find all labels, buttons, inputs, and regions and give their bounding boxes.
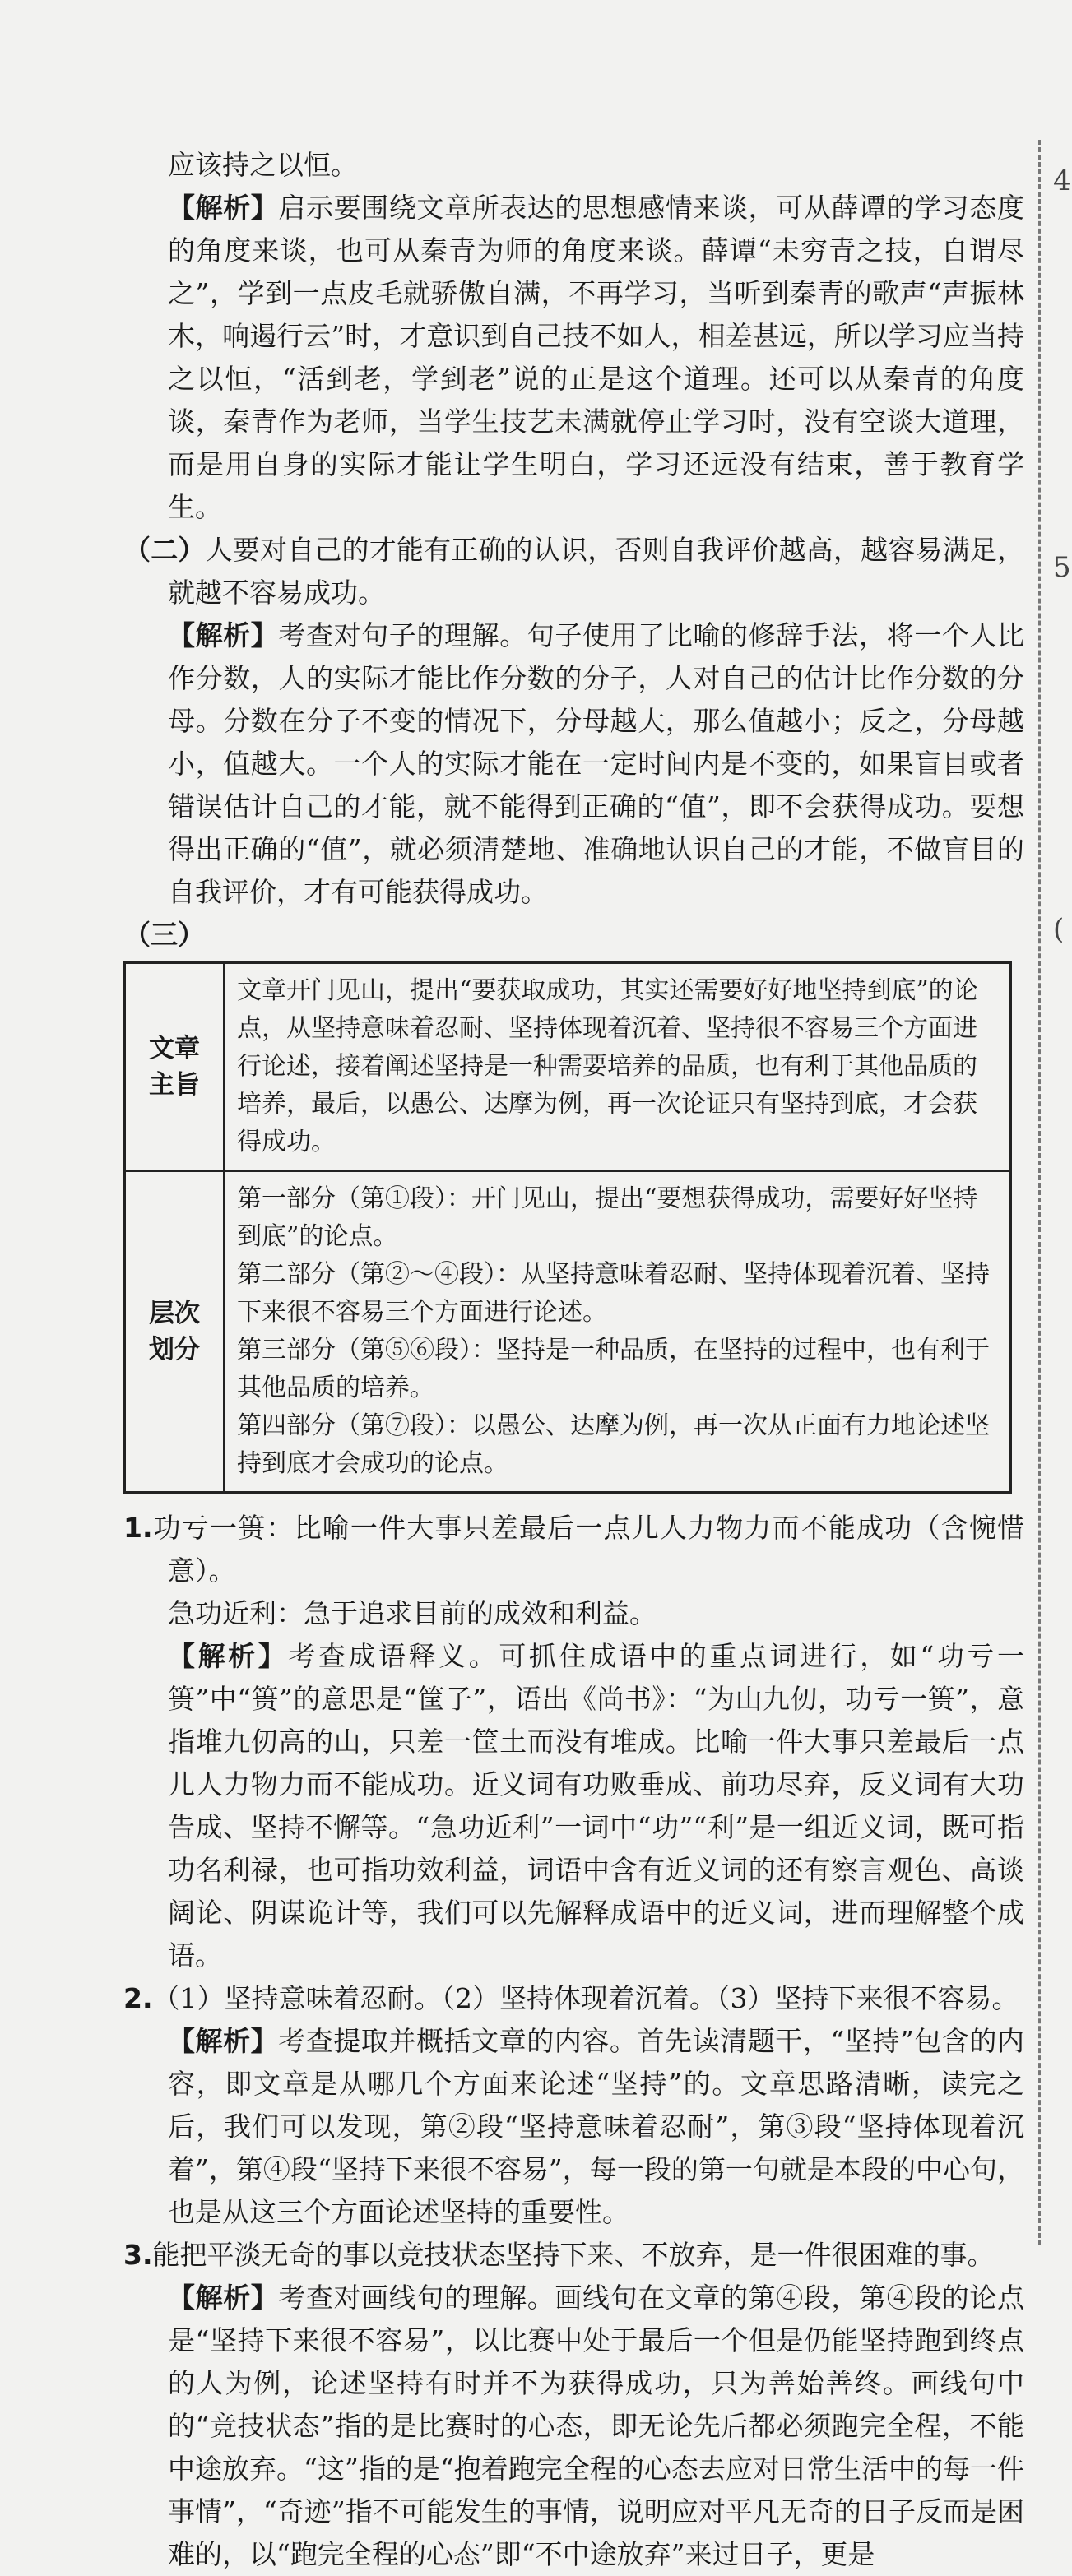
table-cell-theme: 文章开门见山，提出“要获取成功，其实还需要好好地坚持到底”的论点，从坚持意味着忍耐、坚持体现着沉着、坚持很不容易三个方面进行论述，接着阐述坚持是一种需要培养的品质，也有利于其他品质的培养，最后，以愚公、达摩为例，再一次论证只有坚持到底，才会获得成功。 [225, 963, 1011, 1171]
cut-line [1038, 140, 1041, 2245]
analysis-tag: 【解析】 [168, 619, 279, 651]
question-number: 2. [123, 1982, 153, 2014]
question-2-analysis: 【解析】考查提取并概括文章的内容。首先读清题干，“坚持”包含的内容，即文章是从哪几个方面来论述“坚持”的。文章思路清晰，读完之后，我们可以发现，第②段“坚持意味着忍耐”，第③段“坚持体现着沉着”，第④段“坚持下来很不容易”，每一段的第一句就是本段的中心句，也是从这三个方面论述坚持的重要性。 [168, 2025, 1024, 2228]
question-3-answer: 3.能把平淡无奇的事以竞技状态坚持下来、不放弃，是一件很困难的事。 [123, 2239, 995, 2271]
question-1-answer-2: 急功近利：急于追求目前的成效和利益。 [168, 1597, 657, 1629]
question-1-analysis: 【解析】考查成语释义。可抓住成语中的重点词进行，如“功亏一篑”中“篑”的意思是“筐子”，语出《尚书》：“为山九仞，功亏一篑”，意指堆九仞高的山，只差一筐土而没有堆成。比喻一件大事只差最后一点儿人力物力而不能成功。近义词有功败垂成、前功尽弃，反义词有大功告成、坚持不懈等。“急功近利”一词中“功”“利”是一组近义词，既可指功名利禄，也可指功效利益，词语中含有近义词的还有察言观色、高谈阔论、阴谋诡计等，我们可以先解释成语中的近义词，进而理解整个成语。 [168, 1640, 1025, 1971]
analysis-tag: 【解析】 [168, 2025, 279, 2057]
summary-table [123, 961, 1012, 1494]
question-2-answer: 2.（1）坚持意味着忍耐。（2）坚持体现着沉着。（3）坚持下来很不容易。 [123, 1982, 1019, 2014]
question-number: 3. [123, 2239, 153, 2271]
analysis-tag: 【解析】 [168, 1640, 289, 1672]
edge-fragment: 4 [1053, 164, 1071, 197]
table-row [125, 1171, 1011, 1493]
structure-part: 第三部分（第⑤⑥段）：坚持是一种品质，在坚持的过程中，也有利于其他品质的培养。 [237, 1336, 990, 1402]
edge-fragment: ( [1053, 913, 1065, 946]
analysis-paragraph [123, 187, 1024, 529]
section-2-analysis-text: 考查对句子的理解。句子使用了比喻的修辞手法，将一个人比作分数，人的实际才能比作分数的分子，人对自己的估计比作分数的分母。分数在分子不变的情况下，分母越大，那么值越小；反之，分母越小，值越大。一个人的实际才能在一定时间内是不变的，如果盲目或者错误估计自己的才能，就不能得到正确的“值”，即不会获得成功。要想得出正确的“值”，就必须清楚地、准确地认识自己的才能，不做盲目的自我评价，才有可能获得成功。 [168, 619, 1025, 908]
section-3-label: （三） [123, 919, 205, 951]
section-2-answer [123, 529, 1024, 614]
answer-content [123, 144, 1024, 2576]
table-cell-structure [225, 1171, 1011, 1493]
structure-part: 第二部分（第②～④段）：从坚持意味着忍耐、坚持体现着沉着、坚持下来很不容易三个方面进行论述。 [237, 1260, 990, 1327]
section-2-analysis [123, 614, 1024, 914]
table-row [125, 963, 1011, 1171]
analysis-tag: 【解析】 [168, 2282, 279, 2314]
structure-part: 第四部分（第⑦段）：以愚公、达摩为例，再一次从正面有力地论述坚持到底才会成功的论点。 [237, 1411, 990, 1478]
question-1-answer: 1.功亏一篑：比喻一件大事只差最后一点儿人力物力而不能成功（含惋惜意）。 [123, 1512, 1024, 1587]
question-number: 1. [123, 1512, 153, 1544]
analysis-text: 启示要围绕文章所表达的思想感情来谈，可从薛谭的学习态度的角度来谈，也可从秦青为师的角度来谈。薛谭“未穷青之技，自谓尽之”，学到一点皮毛就骄傲自满，不再学习，当听到秦青的歌声“声振林木，响遏行云”时，才意识到自己技不如人，相差甚远，所以学习应当持之以恒，“活到老，学到老”说的正是这个道理。还可以从秦青的角度谈，秦青作为老师，当学生技艺未满就停止学习时，没有空谈大道理，而是用自身的实际才能让学生明白，学习还远没有结束，善于教育学生。 [168, 192, 1025, 523]
table-head-structure: 层次 划分 [125, 1171, 225, 1493]
analysis-tag: 【解析】 [168, 192, 279, 224]
edge-fragment: 5 [1053, 551, 1071, 584]
question-3-analysis: 【解析】考查对画线句的理解。画线句在文章的第④段，第④段的论点是“坚持下来很不容易”，以比赛中处于最后一个但是仍能坚持跑到终点的人为例，论述坚持有时并不为获得成功，只为善始善终。画线句中的“竞技状态”指的是比赛时的心态，即无论先后都必须跑完全程，不能中途放弃。“这”指的是“抱着跑完全程的心态去应对日常生活中的每一件事情”，“奇迹”指不可能发生的事情，说明应对平凡无奇的日子反而是困难的，以“跑完全程的心态”即“不中途放弃”来过日子，更是 [168, 2282, 1025, 2570]
section-2-label: （二） [123, 534, 206, 566]
table-head-theme: 文章 主旨 [125, 963, 225, 1171]
section-2-answer-text: 人要对自己的才能有正确的认识，否则自我评价越高，越容易满足，就越不容易成功。 [168, 534, 1024, 609]
structure-part: 第一部分（第①段）：开门见山，提出“要想获得成功，需要好好坚持到底”的论点。 [237, 1184, 978, 1251]
paragraph-tail: 应该持之以恒。 [168, 149, 358, 181]
